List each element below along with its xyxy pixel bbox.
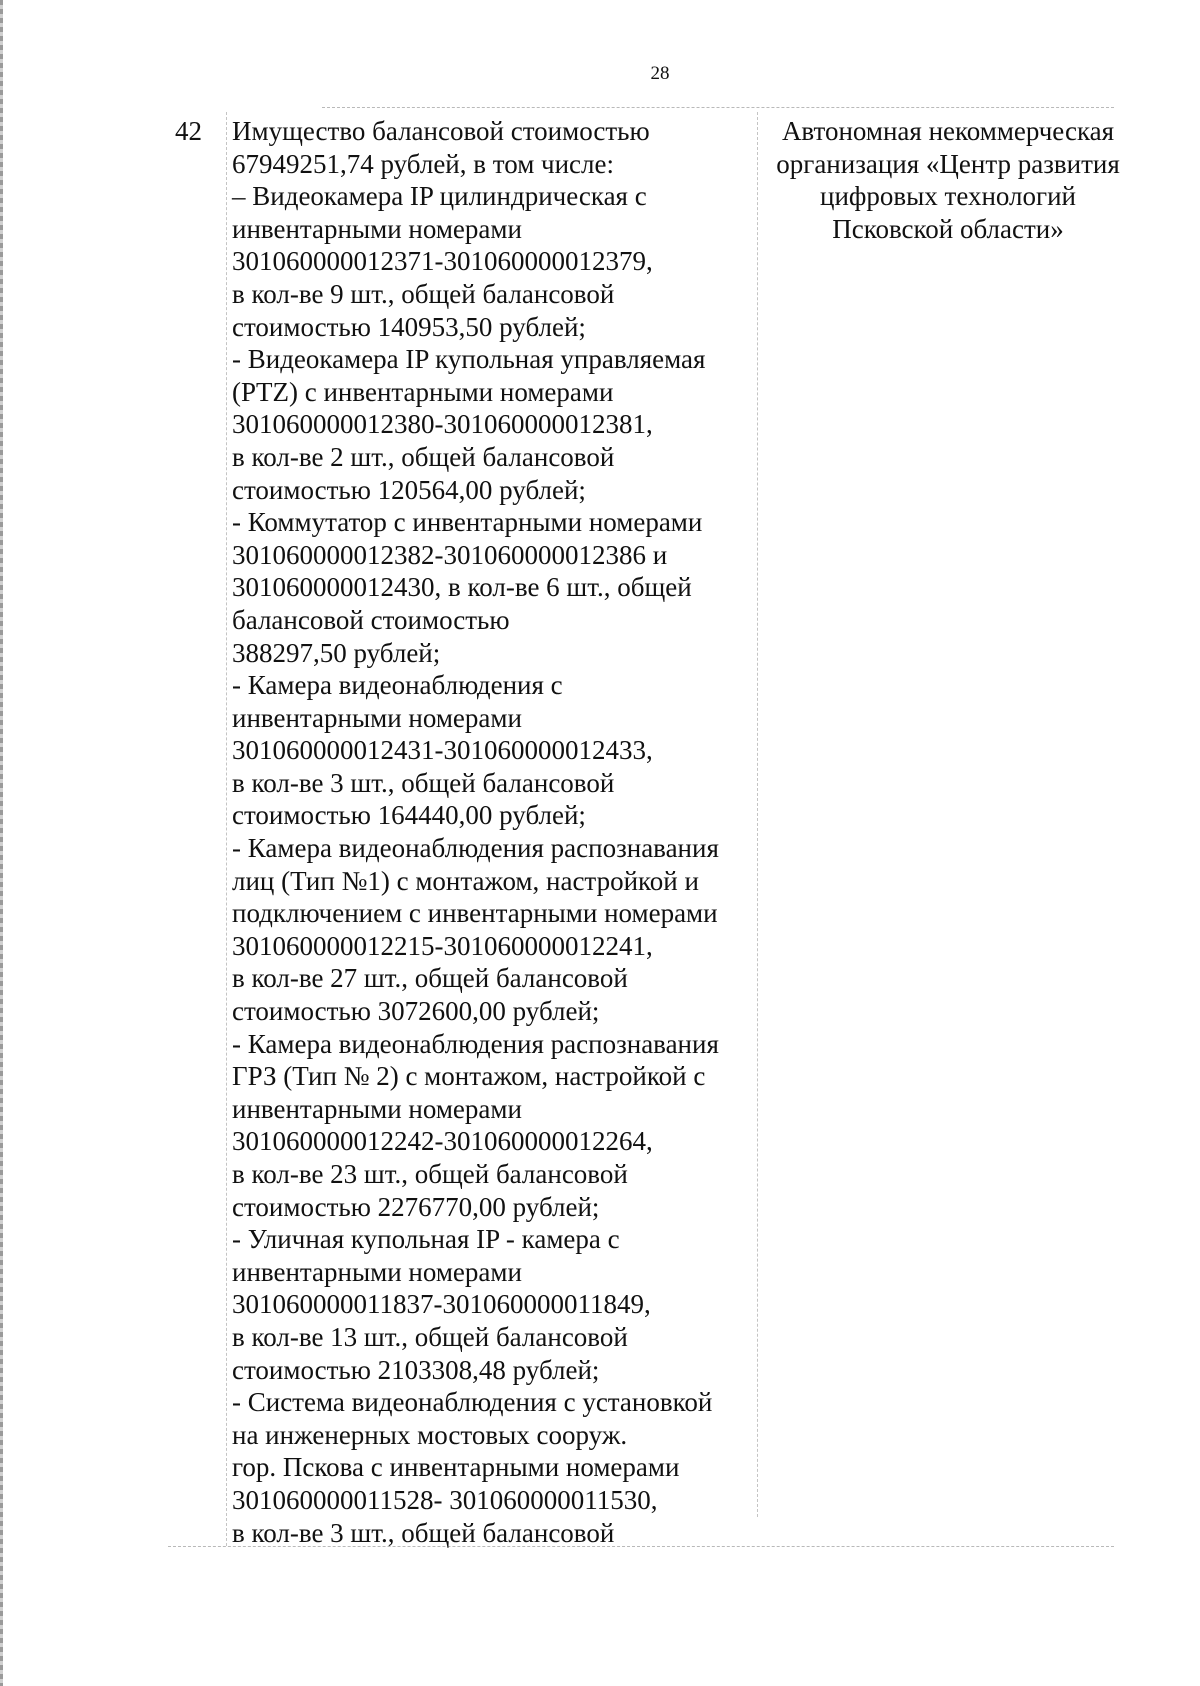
property-text-line: - Камера видеонаблюдения с <box>232 670 563 701</box>
property-text-line: 301060000012382-301060000012386 и <box>232 539 668 570</box>
property-text-line: балансовой стоимостью <box>232 604 510 635</box>
organization-text-line: цифровых технологий <box>820 181 1076 212</box>
property-text-line: Имущество балансовой стоимостью <box>232 116 650 146</box>
property-text-line: гор. Пскова с инвентарными номерами <box>232 1452 680 1483</box>
property-text-line: в кол-ве 27 шт., общей балансовой <box>232 963 628 994</box>
property-text-line: 301060000012380-301060000012381, <box>232 409 653 440</box>
property-text-line: в кол-ве 23 шт., общей балансовой <box>232 1159 628 1189</box>
property-text-line: стоимостью 3072600,00 рублей; <box>232 996 600 1027</box>
scan-edge <box>0 0 3 1686</box>
property-text-line: стоимостью 2103308,48 рублей; <box>232 1354 600 1385</box>
property-text-line: - Камера видеонаблюдения распознавания <box>232 833 719 864</box>
property-text-line: на инженерных мостовых сооруж. <box>232 1419 628 1450</box>
property-text-line: инвентарными номерами <box>232 213 522 244</box>
property-text-line: в кол-ве 13 шт., общей балансовой <box>232 1321 628 1352</box>
organization-text-line: Псковской области» <box>832 213 1064 244</box>
property-text-line: в кол-ве 3 шт., общей балансовой <box>232 767 615 798</box>
property-text-line: инвентарными номерами <box>232 1256 522 1287</box>
property-text-line: стоимостью 120564,00 рублей; <box>232 474 586 505</box>
row-number: 42 <box>175 116 202 146</box>
property-text-line: в кол-ве 9 шт., общей балансовой <box>232 278 615 309</box>
table-column-divider-middle <box>757 112 758 1517</box>
property-text-line: стоимостью 140953,50 рублей; <box>232 311 586 342</box>
property-text-line: 301060000011837-301060000011849, <box>232 1289 651 1320</box>
property-text-line: (PTZ) с инвентарными номерами <box>232 376 614 407</box>
property-text-line: 301060000012431-301060000012433, <box>232 735 653 766</box>
property-text-line: – Видеокамера IP цилиндрическая с <box>232 181 647 212</box>
property-text-line: в кол-ве 3 шт., общей балансовой <box>232 1517 615 1548</box>
property-text-line: 388297,50 рублей; <box>232 637 441 668</box>
table-column-divider-left <box>226 112 227 1546</box>
property-text-line: 301060000011528- 301060000011530, <box>232 1484 658 1515</box>
property-text-line: - Уличная купольная IP - камера с <box>232 1224 620 1255</box>
property-text-line: 301060000012215-301060000012241, <box>232 930 653 961</box>
page-number: 28 <box>650 63 670 84</box>
property-text-line: - Система видеонаблюдения с установкой <box>232 1387 713 1418</box>
property-text-line: 301060000012430, в кол-ве 6 шт., общей <box>232 572 692 603</box>
property-text-line: подключением с инвентарными номерами <box>232 898 718 929</box>
table-top-border <box>322 107 1114 108</box>
property-text-line: инвентарными номерами <box>232 702 522 733</box>
organization-name <box>762 115 1134 245</box>
organization-text-line: Автономная некоммерческая <box>781 116 1115 146</box>
property-text-line: - Видеокамера IP купольная управляемая <box>232 344 706 375</box>
property-text-line: - Камера видеонаблюдения распознавания <box>232 1028 719 1059</box>
property-text-line: 301060000012371-301060000012379, <box>232 246 653 277</box>
property-text-line: - Коммутатор с инвентарными номерами <box>232 507 703 538</box>
property-text-line: ГРЗ (Тип № 2) с монтажом, настройкой с <box>232 1061 706 1092</box>
organization-text-line: организация «Центр развития <box>776 148 1120 179</box>
property-text-line: в кол-ве 2 шт., общей балансовой <box>232 441 615 472</box>
property-text-line: инвентарными номерами <box>232 1093 522 1124</box>
property-text-line: лиц (Тип №1) с монтажом, настройкой и <box>232 865 699 896</box>
property-text-line: стоимостью 164440,00 рублей; <box>232 800 586 831</box>
property-description <box>232 115 752 1549</box>
property-text-line: стоимостью 2276770,00 рублей; <box>232 1191 600 1222</box>
property-text-line: 301060000012242-301060000012264, <box>232 1126 653 1157</box>
property-text-line: 67949251,74 рублей, в том числе: <box>232 148 614 179</box>
